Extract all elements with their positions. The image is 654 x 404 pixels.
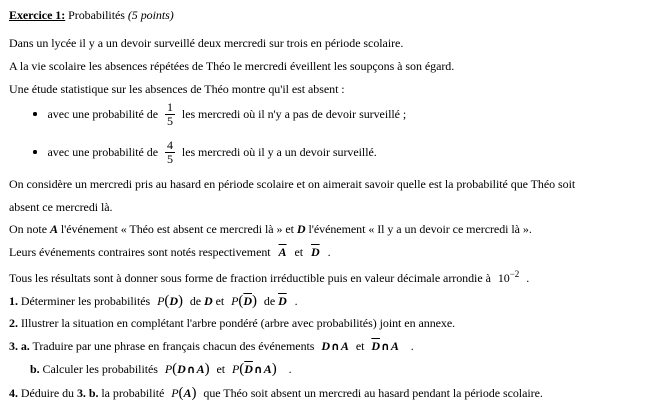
event-a-bar-symbol: $\overline{A}$	[279, 245, 287, 259]
q2-number: 2.	[9, 316, 18, 330]
intersection-symbol: ∩	[186, 363, 197, 376]
bullet-item-2	[9, 133, 645, 171]
note-events-line	[9, 218, 645, 241]
event-d-symbol: D	[297, 222, 306, 236]
prob-letter: P	[165, 362, 172, 376]
event-D-bar-inter-A	[371, 339, 398, 353]
bullet-2-post: les mercredi où il y a un devoir surveillé.	[182, 145, 377, 160]
note-mid: l'événement « Théo est absent ce mercredi là » et	[61, 222, 294, 236]
event-a-symbol: A	[391, 339, 399, 353]
event-a-symbol: A	[197, 362, 205, 376]
note-pre: On note	[9, 222, 47, 236]
intersection-symbol: ∩	[380, 340, 391, 353]
consider-line-1: On considère un mercredi pris au hasard en période scolaire et on aimerait savoir quelle est la probabilité que Théo soit	[9, 173, 645, 196]
event-d-bar-symbol: $\overline{D}$	[371, 339, 380, 353]
prob-P-D-inter-A	[165, 362, 210, 376]
word-de: de	[264, 294, 275, 308]
event-a-symbol: A	[184, 386, 192, 400]
resultats-pre: Tous les résultats sont à donner sous forme de fraction irréductible puis en valeur décimale arrondie à	[9, 271, 491, 285]
q2-text: Illustrer la situation en complétant l'arbre pondéré (arbre avec probabilités) joint en annexe.	[21, 316, 455, 330]
event-d-bar-symbol: $\overline{D}$	[278, 294, 287, 308]
left-paren: (	[239, 361, 244, 377]
q3a-number: 3. a.	[9, 339, 30, 353]
bullet-1-post: les mercredi où il n'y a pas de devoir surveillé ;	[182, 107, 406, 122]
event-d-symbol: D	[169, 294, 178, 308]
exercise-header	[9, 4, 645, 27]
prob-P-A	[171, 386, 196, 400]
q4-reference: 3. b.	[77, 386, 98, 400]
q3a-text: Traduire par une phrase en français chacun des événements	[33, 339, 315, 353]
left-paren: (	[172, 361, 177, 377]
power-exponent: −2	[510, 269, 520, 279]
exercise-label: Exercice 1:	[9, 8, 65, 22]
q4-mid: la probabilité	[101, 386, 164, 400]
intro-line-3: Une étude statistique sur les absences de Théo montre qu'il est absent :	[9, 78, 645, 101]
contraires-pre: Leurs événements contraires sont notés respectivement	[9, 245, 271, 259]
power-of-ten	[498, 271, 519, 285]
fraction-numerator: 4	[165, 139, 175, 153]
event-a-symbol: A	[50, 222, 58, 236]
conjunction-et: et	[217, 362, 226, 376]
question-3b	[9, 358, 645, 382]
power-base: 10	[498, 271, 510, 285]
exercise-points: (5 points)	[128, 8, 174, 22]
left-paren: (	[164, 293, 169, 309]
conjunction-et: et	[294, 245, 303, 259]
consider-line-2: absent ce mercredi là.	[9, 196, 645, 219]
period: .	[328, 245, 331, 259]
event-d-symbol: D	[321, 339, 330, 353]
prob-P-D	[157, 294, 183, 308]
conjunction-et: et	[356, 339, 365, 353]
q4-post: que Théo soit absent un mercredi au hasard pendant la période scolaire.	[203, 386, 542, 400]
bullet-1-pre: avec une probabilité de	[48, 107, 158, 122]
prob-P-D-bar-inter-A	[232, 362, 277, 376]
q1-number: 1.	[9, 294, 18, 308]
event-D-inter-A	[321, 339, 348, 353]
q4-number: 4.	[9, 386, 18, 400]
intro-line-2: A la vie scolaire les absences répétées de Théo le mercredi éveillent les soupçons à son égard.	[9, 55, 645, 78]
right-paren: )	[178, 293, 183, 309]
fraction-numerator: 1	[165, 101, 175, 115]
event-d-bar-symbol: $\overline{D}$	[243, 294, 252, 308]
left-paren: (	[179, 385, 184, 401]
question-2	[9, 312, 645, 335]
q4-pre: Déduire du	[21, 386, 74, 400]
contraires-line	[9, 241, 645, 264]
event-d-symbol: D	[177, 362, 186, 376]
right-paren: )	[252, 293, 257, 309]
question-4	[9, 382, 645, 404]
fraction-four-fifths	[165, 139, 175, 166]
intersection-symbol: ∩	[330, 340, 341, 353]
event-a-symbol: A	[341, 339, 349, 353]
fraction-one-fifth	[165, 101, 175, 128]
word-de: de	[190, 294, 201, 308]
prob-letter: P	[157, 294, 164, 308]
q3b-text: Calculer les probabilités	[43, 362, 158, 376]
period: .	[295, 294, 298, 308]
event-a-symbol: A	[264, 362, 272, 376]
question-1	[9, 290, 645, 313]
conjunction-et: et	[216, 294, 225, 308]
bullet-icon	[33, 112, 37, 116]
period: .	[411, 339, 414, 353]
left-paren: (	[238, 293, 243, 309]
fraction-denominator: 5	[165, 153, 175, 166]
note-post: l'événement « Il y a un devoir ce mercredi là ».	[308, 222, 531, 236]
exercise-title: Probabilités	[68, 8, 125, 22]
prob-letter: P	[232, 362, 239, 376]
prob-P-D-bar	[231, 294, 257, 308]
period: .	[289, 362, 292, 376]
question-3a	[9, 335, 645, 359]
fraction-denominator: 5	[165, 115, 175, 128]
bullet-icon	[33, 150, 37, 154]
right-paren: )	[191, 385, 196, 401]
intro-line-1: Dans un lycée il y a un devoir surveillé deux mercredi sur trois en période scolaire.	[9, 32, 645, 55]
event-d-bar-symbol: $\overline{D}$	[311, 245, 320, 259]
prob-letter: P	[231, 294, 238, 308]
right-paren: )	[205, 361, 210, 377]
right-paren: )	[272, 361, 277, 377]
q1-text: Déterminer les probabilités	[21, 294, 150, 308]
event-d-symbol: D	[204, 294, 213, 308]
bullet-2-pre: avec une probabilité de	[48, 145, 158, 160]
period: .	[526, 271, 529, 285]
event-d-bar-symbol: $\overline{D}$	[244, 362, 253, 376]
prob-letter: P	[171, 386, 178, 400]
resultats-line	[9, 263, 645, 290]
intersection-symbol: ∩	[253, 363, 264, 376]
q3b-number: b.	[30, 362, 40, 376]
